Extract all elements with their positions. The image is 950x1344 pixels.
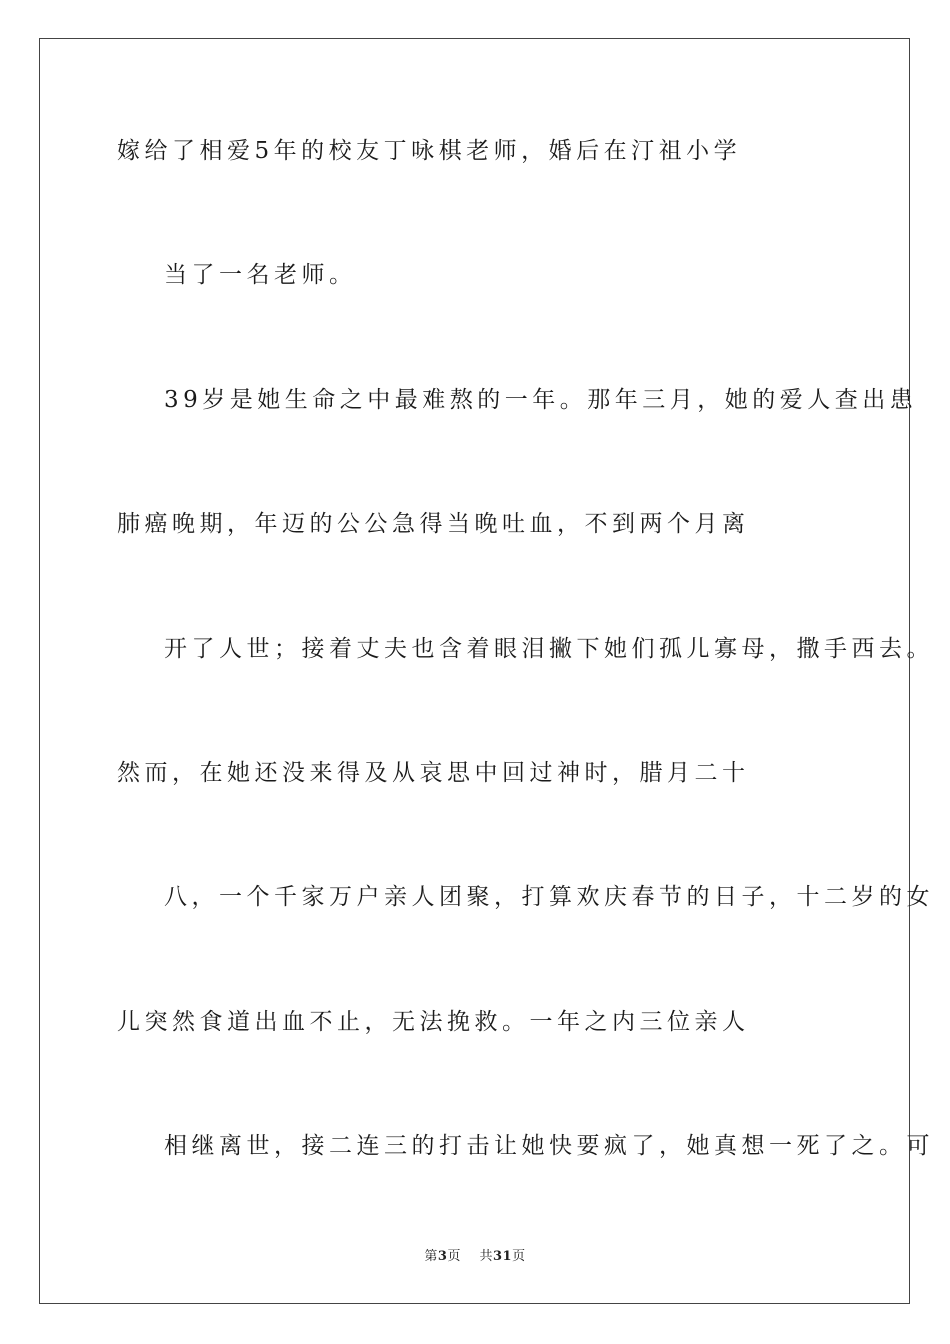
page-suffix: 页 [447, 1249, 461, 1264]
text-line-9: 相继离世，接二连三的打击让她快要疯了，她真想一死了之。可 [164, 1133, 934, 1159]
text-line-5: 开了人世；接着丈夫也含着眼泪撇下她们孤儿寡母，撒手西去。 [164, 636, 934, 662]
total-prefix: 共 [479, 1249, 493, 1264]
text-line-4: 肺癌晚期，年迈的公公急得当晚吐血，不到两个月离 [117, 511, 750, 537]
text-line-6: 然而，在她还没来得及从哀思中回过神时，腊月二十 [117, 760, 750, 786]
total-suffix: 页 [512, 1249, 526, 1264]
text-line-8: 儿突然食道出血不止，无法挽救。一年之内三位亲人 [117, 1009, 750, 1035]
text-line-7: 八，一个千家万户亲人团聚，打算欢庆春节的日子，十二岁的女 [164, 884, 934, 910]
page-footer [0, 1245, 950, 1264]
text-line-3: 39岁是她生命之中最难熬的一年。那年三月，她的爱人查出患 [164, 387, 918, 413]
page-number: 3 [437, 1249, 448, 1264]
page-border [39, 38, 910, 1304]
page-prefix: 第 [424, 1249, 438, 1264]
text-line-1: 嫁给了相爱5年的校友丁咏棋老师，婚后在汀祖小学 [117, 138, 742, 164]
text-line-2: 当了一名老师。 [164, 262, 357, 288]
total-pages: 31 [493, 1249, 513, 1264]
